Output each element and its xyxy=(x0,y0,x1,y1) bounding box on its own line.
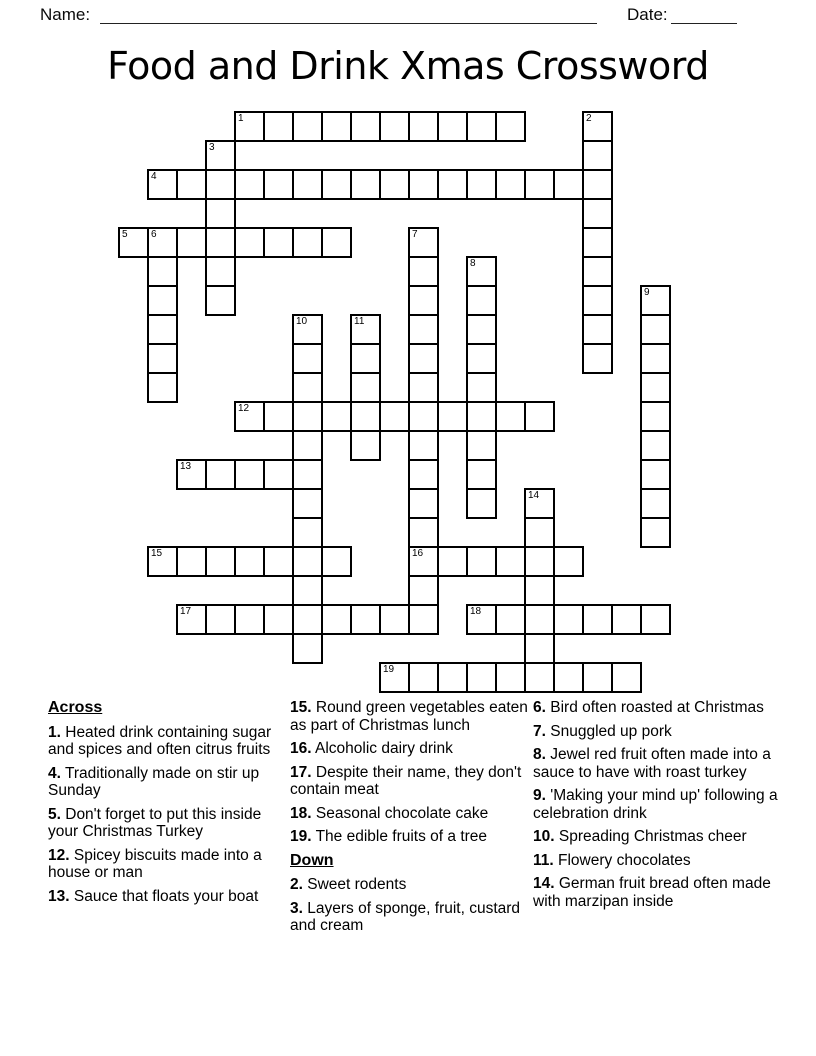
clue-19: 19. The edible fruits of a tree xyxy=(290,828,488,845)
clue-number: 19. xyxy=(290,828,312,845)
grid-cell[interactable] xyxy=(466,372,497,403)
clue-number: 5. xyxy=(48,805,61,823)
grid-cell[interactable] xyxy=(234,459,265,490)
clues-header-across: Across xyxy=(48,699,103,716)
cell-number-18: 18 xyxy=(470,606,482,617)
grid-cell[interactable] xyxy=(408,343,439,374)
clue-16: 16. Alcoholic dairy drink xyxy=(290,740,453,757)
grid-cell[interactable] xyxy=(350,169,381,200)
cell-number-12: 12 xyxy=(238,403,250,414)
grid-cell[interactable] xyxy=(495,169,526,200)
clue-5: 5. Don't forget to put this inside your Christmas Turkey xyxy=(48,805,262,840)
grid-cell[interactable] xyxy=(350,372,381,403)
grid-cell[interactable] xyxy=(524,517,555,548)
grid-cell[interactable] xyxy=(263,401,294,432)
grid-cell[interactable] xyxy=(321,401,352,432)
grid-cell[interactable] xyxy=(408,575,439,606)
grid-cell[interactable] xyxy=(640,343,671,374)
grid-cell[interactable] xyxy=(408,314,439,345)
grid-cell[interactable] xyxy=(466,662,497,693)
grid-cell[interactable] xyxy=(408,546,439,577)
clue-12: 12. Spicey biscuits made into a house or man xyxy=(48,846,262,881)
grid-cell[interactable] xyxy=(205,140,236,171)
grid-cell[interactable] xyxy=(292,459,323,490)
grid-cell[interactable] xyxy=(147,227,178,258)
grid-cell[interactable] xyxy=(408,517,439,548)
grid-cell[interactable] xyxy=(379,169,410,200)
grid-cell[interactable] xyxy=(466,256,497,287)
grid-cell[interactable] xyxy=(582,285,613,316)
clue-15: 15. Round green vegetables eaten as part of Christmas lunch xyxy=(290,699,528,734)
grid-cell[interactable] xyxy=(292,227,323,258)
grid-cell[interactable] xyxy=(582,662,613,693)
clue-number: 16. xyxy=(290,740,312,757)
grid-cell[interactable] xyxy=(408,604,439,635)
grid-cell[interactable] xyxy=(205,604,236,635)
grid-cell[interactable] xyxy=(263,169,294,200)
clue-number: 8. xyxy=(533,746,546,763)
grid-cell[interactable] xyxy=(176,169,207,200)
grid-cell[interactable] xyxy=(321,227,352,258)
grid-cell[interactable] xyxy=(321,604,352,635)
grid-cell[interactable] xyxy=(147,169,178,200)
clue-17: 17. Despite their name, they don't contain meat xyxy=(290,763,522,798)
grid-cell[interactable] xyxy=(437,662,468,693)
clue-11: 11. Flowery chocolates xyxy=(533,851,691,869)
grid-cell[interactable] xyxy=(524,575,555,606)
clue-14: 14. German fruit bread often made with marzipan inside xyxy=(533,875,771,910)
cell-number-15: 15 xyxy=(151,548,163,559)
clue-number: 12. xyxy=(48,846,70,864)
cell-number-17: 17 xyxy=(180,606,192,617)
grid-cell[interactable] xyxy=(234,169,265,200)
grid-cell[interactable] xyxy=(408,430,439,461)
grid-cell[interactable] xyxy=(495,604,526,635)
grid-cell[interactable] xyxy=(350,604,381,635)
grid-cell[interactable] xyxy=(437,169,468,200)
grid-cell[interactable] xyxy=(292,575,323,606)
cell-number-11: 11 xyxy=(354,316,365,327)
clue-9: 9. 'Making your mind up' following a celebration drink xyxy=(533,787,778,822)
date-blank-line xyxy=(671,23,737,24)
clue-number: 15. xyxy=(290,699,312,716)
grid-cell[interactable] xyxy=(205,256,236,287)
grid-cell[interactable] xyxy=(350,430,381,461)
grid-cell[interactable] xyxy=(321,111,352,142)
grid-cell[interactable] xyxy=(495,546,526,577)
grid-cell[interactable] xyxy=(582,169,613,200)
grid-cell[interactable] xyxy=(582,111,613,142)
grid-cell[interactable] xyxy=(292,169,323,200)
cell-number-9: 9 xyxy=(644,287,650,298)
cell-number-1: 1 xyxy=(238,113,244,124)
cell-number-4: 4 xyxy=(151,171,157,182)
clues-header-down: Down xyxy=(290,851,334,869)
grid-cell[interactable] xyxy=(205,546,236,577)
clue-number: 7. xyxy=(533,722,546,740)
grid-cell[interactable] xyxy=(524,546,555,577)
grid-cell[interactable] xyxy=(379,604,410,635)
clue-10: 10. Spreading Christmas cheer xyxy=(533,828,747,845)
clue-1: 1. Heated drink containing sugar and spices and often citrus fruits xyxy=(48,723,272,758)
clue-2: 2. Sweet rodents xyxy=(290,876,407,893)
cell-number-3: 3 xyxy=(209,142,215,153)
grid-cell[interactable] xyxy=(640,401,671,432)
grid-cell[interactable] xyxy=(205,285,236,316)
clue-3: 3. Layers of sponge, fruit, custard and cream xyxy=(290,899,521,934)
grid-cell[interactable] xyxy=(524,604,555,635)
cell-number-19: 19 xyxy=(383,664,395,675)
grid-cell[interactable] xyxy=(292,517,323,548)
grid-cell[interactable] xyxy=(553,546,584,577)
grid-cell[interactable] xyxy=(582,256,613,287)
cell-number-7: 7 xyxy=(412,229,418,240)
name-label: Name: xyxy=(40,5,91,24)
grid-cell[interactable] xyxy=(437,111,468,142)
grid-cell[interactable] xyxy=(234,546,265,577)
grid-cell[interactable] xyxy=(408,227,439,258)
grid-cell[interactable] xyxy=(408,372,439,403)
grid-cell[interactable] xyxy=(292,633,323,664)
grid-cell[interactable] xyxy=(234,604,265,635)
grid-cell[interactable] xyxy=(263,111,294,142)
grid-cell[interactable] xyxy=(495,401,526,432)
grid-cell[interactable] xyxy=(582,604,613,635)
grid-cell[interactable] xyxy=(408,488,439,519)
clue-13: 13. Sauce that floats your boat xyxy=(48,887,259,905)
cell-number-10: 10 xyxy=(296,316,308,327)
grid-cell[interactable] xyxy=(379,662,410,693)
grid-cell[interactable] xyxy=(147,546,178,577)
cell-number-13: 13 xyxy=(180,461,192,472)
grid-cell[interactable] xyxy=(437,546,468,577)
grid-cell[interactable] xyxy=(524,662,555,693)
clue-number: 1. xyxy=(48,723,61,741)
crossword-grid xyxy=(118,111,700,693)
grid-cell[interactable] xyxy=(205,459,236,490)
grid-cell[interactable] xyxy=(408,285,439,316)
cell-number-14: 14 xyxy=(528,490,540,501)
grid-cell[interactable] xyxy=(205,169,236,200)
grid-cell[interactable] xyxy=(292,430,323,461)
name-blank-line xyxy=(100,23,597,24)
clue-column-2 xyxy=(290,699,536,941)
grid-cell[interactable] xyxy=(379,401,410,432)
cell-number-8: 8 xyxy=(470,258,476,269)
grid-cell[interactable] xyxy=(379,111,410,142)
grid-cell[interactable] xyxy=(147,285,178,316)
grid-cell[interactable] xyxy=(553,169,584,200)
grid-cell[interactable] xyxy=(408,111,439,142)
page-title: Food and Drink Xmas Crossword xyxy=(107,44,709,88)
grid-cell[interactable] xyxy=(321,169,352,200)
grid-cell[interactable] xyxy=(176,459,207,490)
grid-cell[interactable] xyxy=(640,604,671,635)
grid-cell[interactable] xyxy=(292,343,323,374)
grid-cell[interactable] xyxy=(350,343,381,374)
clue-number: 4. xyxy=(48,764,61,782)
grid-cell[interactable] xyxy=(292,314,323,345)
grid-cell[interactable] xyxy=(611,662,642,693)
cell-number-6: 6 xyxy=(151,229,157,240)
clue-8: 8. Jewel red fruit often made into a sauce to have with roast turkey xyxy=(533,746,771,781)
grid-cell[interactable] xyxy=(408,169,439,200)
grid-cell[interactable] xyxy=(234,401,265,432)
grid-cell[interactable] xyxy=(292,546,323,577)
grid-cell[interactable] xyxy=(147,256,178,287)
clue-number: 18. xyxy=(290,804,312,822)
grid-cell[interactable] xyxy=(466,401,497,432)
date-label: Date: xyxy=(627,5,668,24)
grid-cell[interactable] xyxy=(640,314,671,345)
cell-number-2: 2 xyxy=(586,113,592,124)
grid-cell[interactable] xyxy=(321,546,352,577)
grid-cell[interactable] xyxy=(640,285,671,316)
grid-cell[interactable] xyxy=(176,546,207,577)
grid-cell[interactable] xyxy=(234,111,265,142)
grid-cell[interactable] xyxy=(408,459,439,490)
clue-number: 13. xyxy=(48,887,70,905)
cell-number-16: 16 xyxy=(412,548,424,559)
grid-cell[interactable] xyxy=(147,372,178,403)
grid-cell[interactable] xyxy=(234,227,265,258)
grid-cell[interactable] xyxy=(582,140,613,171)
grid-cell[interactable] xyxy=(524,401,555,432)
grid-cell[interactable] xyxy=(292,401,323,432)
grid-cell[interactable] xyxy=(292,372,323,403)
clue-number: 3. xyxy=(290,899,303,917)
grid-cell[interactable] xyxy=(437,401,468,432)
grid-cell[interactable] xyxy=(640,430,671,461)
grid-cell[interactable] xyxy=(466,169,497,200)
grid-cell[interactable] xyxy=(466,285,497,316)
grid-cell[interactable] xyxy=(292,111,323,142)
grid-cell[interactable] xyxy=(466,459,497,490)
grid-cell[interactable] xyxy=(495,111,526,142)
grid-cell[interactable] xyxy=(466,604,497,635)
grid-cell[interactable] xyxy=(466,546,497,577)
grid-cell[interactable] xyxy=(205,198,236,229)
grid-cell[interactable] xyxy=(524,169,555,200)
clue-number: 10. xyxy=(533,828,555,845)
grid-cell[interactable] xyxy=(350,314,381,345)
grid-cell[interactable] xyxy=(582,343,613,374)
clue-column-1 xyxy=(48,699,285,911)
grid-cell[interactable] xyxy=(147,314,178,345)
clue-4: 4. Traditionally made on stir up Sunday xyxy=(48,764,260,799)
grid-cell[interactable] xyxy=(263,604,294,635)
grid-cell[interactable] xyxy=(466,111,497,142)
clue-number: 17. xyxy=(290,763,312,781)
grid-cell[interactable] xyxy=(553,662,584,693)
grid-cell[interactable] xyxy=(640,488,671,519)
grid-cell[interactable] xyxy=(466,488,497,519)
grid-cell[interactable] xyxy=(263,546,294,577)
grid-cell[interactable] xyxy=(408,662,439,693)
grid-cell[interactable] xyxy=(408,256,439,287)
grid-cell[interactable] xyxy=(350,401,381,432)
grid-cell[interactable] xyxy=(263,459,294,490)
grid-cell[interactable] xyxy=(582,198,613,229)
grid-cell[interactable] xyxy=(350,111,381,142)
grid-cell[interactable] xyxy=(118,227,149,258)
grid-cell[interactable] xyxy=(640,372,671,403)
clue-number: 14. xyxy=(533,875,555,892)
clue-18: 18. Seasonal chocolate cake xyxy=(290,804,489,822)
clue-6: 6. Bird often roasted at Christmas xyxy=(533,699,764,716)
grid-cell[interactable] xyxy=(408,401,439,432)
grid-cell[interactable] xyxy=(263,227,294,258)
clue-column-3 xyxy=(533,699,781,916)
clue-number: 6. xyxy=(533,699,546,716)
grid-cell[interactable] xyxy=(611,604,642,635)
grid-cell[interactable] xyxy=(147,343,178,374)
grid-cell[interactable] xyxy=(582,314,613,345)
grid-cell[interactable] xyxy=(524,633,555,664)
grid-cell[interactable] xyxy=(466,343,497,374)
clue-7: 7. Snuggled up pork xyxy=(533,722,672,740)
grid-cell[interactable] xyxy=(292,488,323,519)
grid-cell[interactable] xyxy=(495,662,526,693)
grid-cell[interactable] xyxy=(582,227,613,258)
grid-cell[interactable] xyxy=(640,517,671,548)
grid-cell[interactable] xyxy=(466,430,497,461)
clue-number: 2. xyxy=(290,876,303,893)
grid-cell[interactable] xyxy=(553,604,584,635)
grid-cell[interactable] xyxy=(524,488,555,519)
clue-number: 11. xyxy=(533,851,554,869)
grid-cell[interactable] xyxy=(205,227,236,258)
clue-number: 9. xyxy=(533,787,546,804)
grid-cell[interactable] xyxy=(176,604,207,635)
cell-number-5: 5 xyxy=(122,229,128,240)
grid-cell[interactable] xyxy=(292,604,323,635)
grid-cell[interactable] xyxy=(466,314,497,345)
grid-cell[interactable] xyxy=(640,459,671,490)
grid-cell[interactable] xyxy=(176,227,207,258)
